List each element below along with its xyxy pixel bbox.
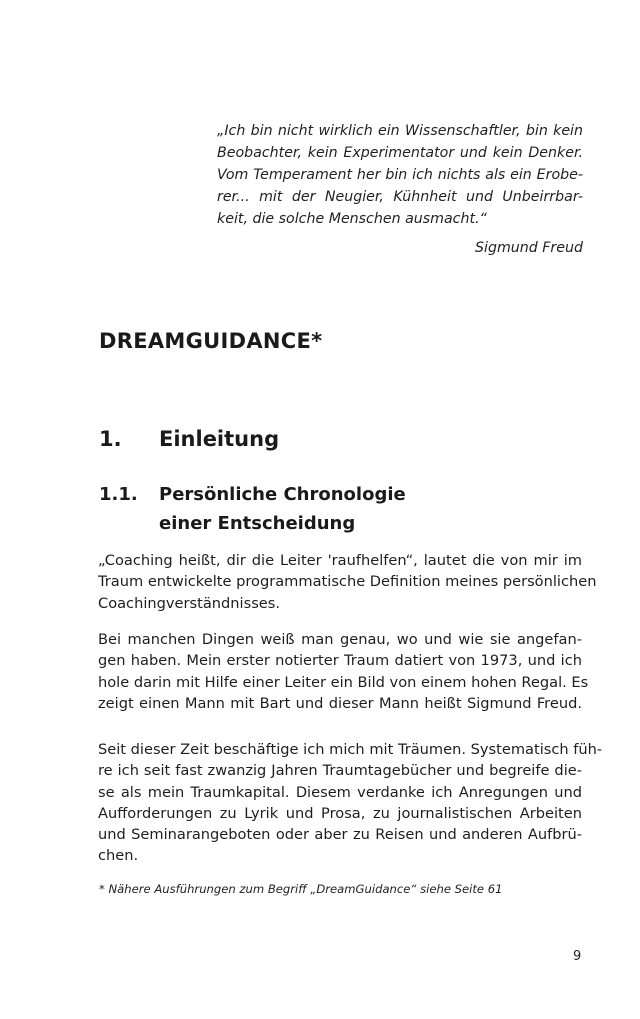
paragraph xyxy=(98,550,597,614)
section-title-line: einer Entscheidung xyxy=(159,513,356,534)
text-line: und Seminarangeboten oder aber zu Reisen und anderen Aufbrü- xyxy=(98,826,582,844)
page-number: 9 xyxy=(573,949,582,964)
chapter-number: 1. xyxy=(99,427,122,451)
quote-line: rer... mit der Neugier, Kühnheit und Unbeirrbar- xyxy=(217,189,583,205)
quote-line: Vom Temperament her bin ich nichts als ein Erobe- xyxy=(217,167,583,183)
section-title-line: Persönliche Chronologie xyxy=(159,484,406,505)
quote-line: keit, die solche Menschen ausmacht.“ xyxy=(217,211,487,227)
quote-line: „Ich bin nicht wirklich ein Wissenschaftler, bin kein xyxy=(217,123,583,139)
paragraph xyxy=(98,739,603,867)
text-line: re ich seit fast zwanzig Jahren Traumtagebücher und begreife die- xyxy=(98,762,582,780)
text-line: zeigt einen Mann mit Bart und dieser Mann heißt Sigmund Freud. xyxy=(98,694,582,712)
text-line: Coachingverständnisses. xyxy=(98,594,281,612)
text-line: „Coaching heißt, dir die Leiter 'raufhelfen“, lautet die von mir im xyxy=(98,552,582,569)
text-line: Traum entwickelte programmatische Definition meines persönlichen xyxy=(98,573,597,591)
text-line: se als mein Traumkapital. Diesem verdanke ich Anregungen und xyxy=(98,783,582,801)
text-line: chen. xyxy=(98,847,139,865)
paragraph xyxy=(98,629,589,714)
text-line: gen haben. Mein erster notierter Traum datiert von 1973, und ich xyxy=(98,652,582,670)
chapter-title: Einleitung xyxy=(159,427,280,451)
text-line: Aufforderungen zu Lyrik und Prosa, zu journalistischen Arbeiten xyxy=(98,804,582,822)
text-line: Seit dieser Zeit beschäftige ich mich mit Träumen. Systematisch füh- xyxy=(98,741,603,758)
section-number: 1.1. xyxy=(99,484,138,505)
quote-line: Beobachter, kein Experimentator und kein Denker. xyxy=(217,145,583,161)
epigraph-quote xyxy=(217,120,583,230)
text-line: Bei manchen Dingen weiß man genau, wo und wie sie angefan- xyxy=(98,631,582,648)
text-line: hole darin mit Hilfe einer Leiter ein Bild von einem hohen Regal. Es xyxy=(98,673,589,691)
book-title: DREAMGUIDANCE* xyxy=(99,329,323,353)
footnote: * Nähere Ausführungen zum Begriff „DreamGuidance“ siehe Seite 61 xyxy=(99,882,503,896)
quote-attribution: Sigmund Freud xyxy=(475,240,583,256)
